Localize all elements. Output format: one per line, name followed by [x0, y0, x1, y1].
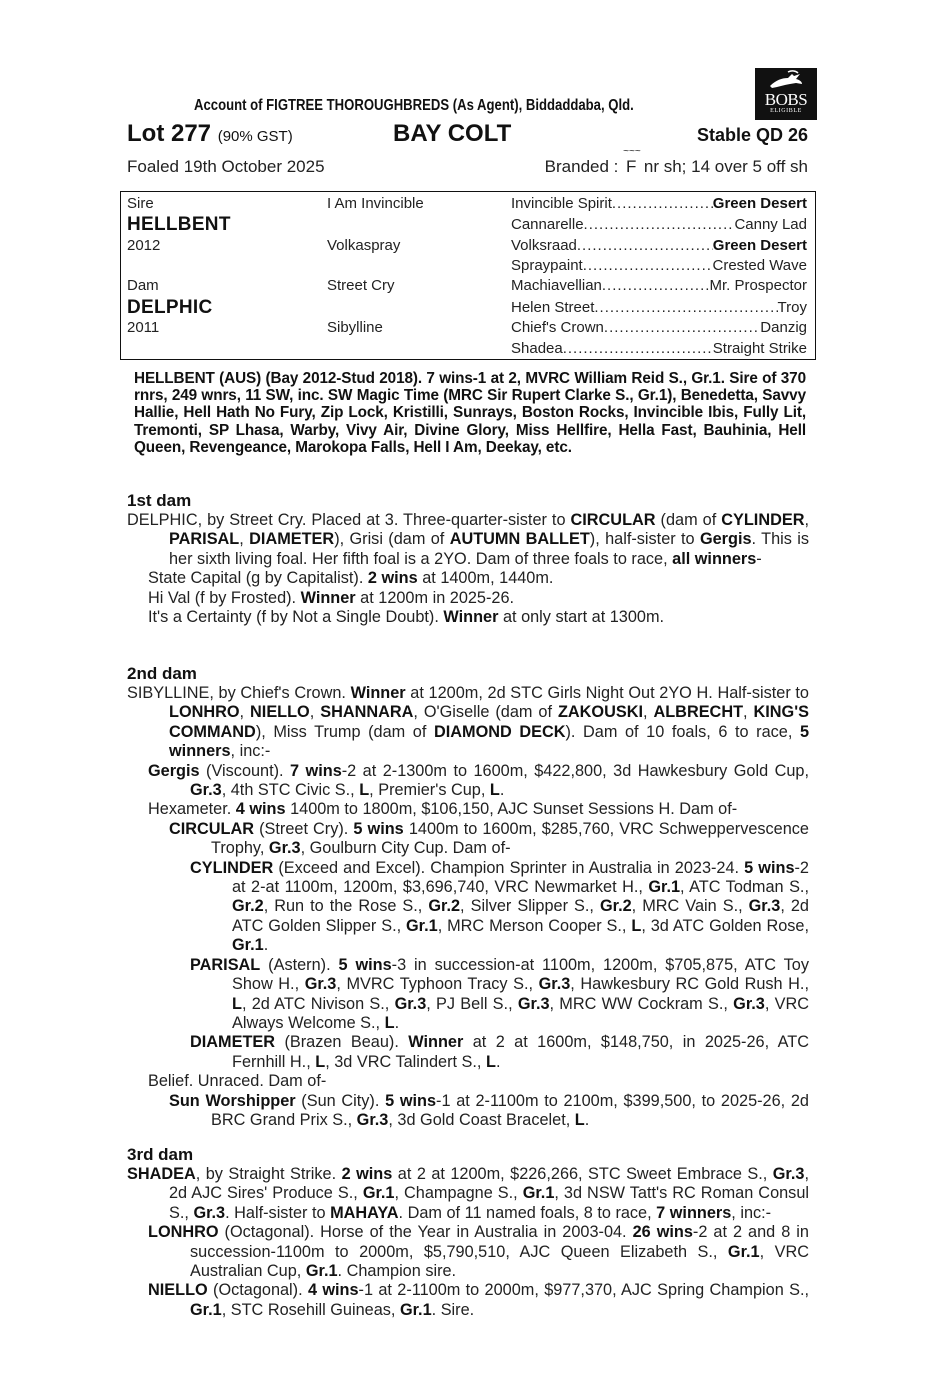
text: , 2d ATC Nivison S.,	[241, 994, 395, 1013]
sire-sire: I Am Invincible	[327, 195, 424, 212]
text: , 4th STC Civic S.,	[221, 781, 360, 800]
text: (Astern).	[260, 955, 339, 974]
sire-label: Sire	[127, 195, 154, 212]
bold-text: 5 wins	[338, 955, 392, 974]
gen3-name: Volksraad	[511, 237, 577, 254]
text: Hi Val (f by Frosted).	[148, 588, 301, 607]
bold-text: Gr.1	[406, 916, 438, 935]
bold-text: 5 winners	[169, 722, 809, 761]
horse-head-icon	[755, 68, 817, 92]
text: -	[756, 549, 762, 568]
pedigree-paragraph	[127, 820, 809, 859]
text: . Half-sister to	[225, 1203, 331, 1222]
text: .	[499, 781, 505, 800]
sire-name: HELLBENT	[127, 214, 231, 235]
text: at 2 at 1200m, $226,266, STC Sweet Embrace S.,	[392, 1165, 773, 1183]
bold-text: all winners	[672, 549, 757, 568]
pedigree-paragraph	[127, 569, 809, 588]
bobs-eligible-logo	[755, 68, 817, 120]
bold-text: 4 wins	[235, 800, 286, 819]
text: at 2 at 1600m, $148,750, in 2025-26, ATC Fernhill H.,	[232, 1033, 809, 1071]
bold-text: CIRCULAR	[169, 819, 255, 838]
gen3-name: Helen Street	[511, 299, 595, 316]
text: (Sun City).	[295, 1091, 386, 1110]
gen3-name: Machiavellian	[511, 277, 602, 294]
bold-text: AUTUMN BALLET	[449, 530, 590, 549]
dot-leader	[602, 277, 710, 294]
pedigree-paragraph	[127, 800, 809, 819]
text: ), Miss Trump (dam of	[255, 722, 434, 741]
sire-year: 2012	[127, 237, 161, 254]
text: SIBYLLINE, by Chief's Crown.	[127, 684, 351, 702]
section-heading: 2nd dam	[127, 664, 197, 683]
pedigree-paragraph	[127, 511, 809, 569]
text: , PJ Bell S.,	[426, 994, 518, 1013]
text: (dam of	[655, 511, 722, 529]
dot-leader	[583, 257, 713, 274]
text: , by Straight Strike.	[195, 1165, 342, 1183]
pedigree-paragraph	[127, 762, 809, 801]
bold-text: Gr.2	[599, 897, 632, 916]
text: (Octagonal).	[207, 1281, 308, 1300]
text: . Dam of 11 named foals, 8 to race,	[398, 1203, 657, 1222]
text: , Silver Slipper S.,	[460, 897, 600, 916]
text: ,	[309, 703, 321, 722]
foal-row	[127, 146, 808, 181]
bold-text: Winner	[350, 684, 406, 702]
foaled-date: Foaled 19th October 2025	[127, 157, 325, 176]
bold-text: LONHRO	[148, 1223, 219, 1242]
bold-text: PARISAL	[169, 530, 240, 549]
text: , MRC Merson Cooper S.,	[437, 916, 632, 935]
bold-text: Gr.3	[268, 839, 301, 858]
brand-mark-icon	[623, 146, 641, 177]
bold-text: 26 wins	[632, 1223, 693, 1242]
brand-crown: ~~~	[623, 146, 641, 157]
dot-leader	[604, 319, 760, 336]
dam-label: Dam	[127, 277, 159, 294]
bold-text: KING'S COMMAND	[169, 703, 809, 741]
text: -2 at 2-1300m to 1600m, $422,800, 3d Hawkesbury Gold Cup,	[341, 761, 809, 780]
section-3	[127, 1145, 809, 1320]
bold-text: Gergis	[148, 761, 200, 780]
text: ). Dam of 10 foals, 6 to race,	[565, 722, 800, 741]
bold-text: L	[489, 781, 500, 800]
bold-text: Gr.3	[733, 994, 765, 1013]
section-heading: 3rd dam	[127, 1145, 194, 1164]
bold-text: Sun Worshipper	[169, 1091, 296, 1110]
bold-text: Gr.1	[399, 1300, 432, 1319]
dot-leader	[612, 195, 713, 212]
bold-text: Gr.1	[727, 1242, 760, 1261]
text: , inc:-	[731, 1203, 772, 1222]
bold-text: Winner	[408, 1033, 464, 1052]
text: , 3d Gold Coast Bracelet,	[388, 1110, 575, 1129]
text: , 3d ATC Golden Rose,	[641, 916, 809, 935]
gen3-name: Shadea	[511, 340, 563, 357]
bold-text: Gr.3	[517, 994, 550, 1013]
dam-sire: Street Cry	[327, 277, 395, 294]
dot-leader	[563, 340, 713, 357]
gen3-sire: Troy	[777, 299, 807, 316]
text: , 3d NSW Tatt's RC Roman Consul S.,	[169, 1184, 809, 1222]
text: . This is her sixth living foal. Her fifth foal is a 2YO. Dam of three foals to race,	[169, 530, 809, 568]
text: -1 at 2-1100m to 2100m, $399,500, to 2025-26, 2d BRC Grand Prix S.,	[211, 1091, 809, 1129]
gen3-row	[511, 277, 807, 294]
gen3-name: Cannarelle	[511, 216, 584, 233]
bold-text: 2 wins	[341, 1165, 393, 1183]
text: 1400m to 1600m, $285,760, VRC Schweppervescence Trophy,	[211, 819, 809, 858]
pedigree-paragraph	[127, 956, 809, 1034]
pedigree-paragraph	[127, 1072, 809, 1091]
branded-detail: nr sh; 14 over 5 off sh	[643, 157, 808, 176]
lot-label: Lot 277	[127, 120, 212, 147]
text: .	[394, 1013, 400, 1032]
pedigree-paragraph	[127, 608, 809, 627]
dam-year: 2011	[127, 319, 160, 336]
text: .	[495, 1052, 501, 1071]
gen3-row	[511, 340, 807, 357]
lot-row	[127, 120, 808, 150]
gen3-name: Invincible Spirit	[511, 195, 612, 212]
text: .	[584, 1110, 590, 1129]
text: at 1400m, 1440m.	[417, 569, 554, 588]
gen3-sire: Crested Wave	[712, 257, 807, 274]
text: , VRC Always Welcome S.,	[232, 994, 809, 1032]
brand-letter: F	[625, 157, 637, 176]
brand-info	[544, 146, 808, 177]
bold-text: L	[485, 1052, 496, 1071]
text: , inc:-	[230, 742, 271, 761]
dam-name: DELPHIC	[127, 297, 213, 318]
bold-text: Gergis	[699, 530, 752, 549]
pedigree-table	[120, 191, 816, 360]
bold-text: DIAMOND DECK	[433, 722, 566, 741]
bold-text: Gr.3	[193, 1203, 226, 1222]
text: , 2d ATC Golden Slipper S.,	[232, 897, 809, 935]
gen3-sire: Green Desert	[712, 237, 807, 254]
text: , MRC Vain S.,	[631, 897, 749, 916]
dot-leader	[577, 237, 713, 254]
gst-note: (90% GST)	[217, 128, 293, 145]
bold-text: CYLINDER	[190, 858, 274, 877]
text: , 2d AJC Sires' Produce S.,	[169, 1165, 809, 1203]
text: 1400m to 1800m, $106,150, AJC Sunset Sessions H. Dam of-	[285, 800, 738, 819]
gen3-sire: Canny Lad	[734, 216, 807, 233]
bold-text: 2 wins	[367, 569, 418, 588]
text: , Premier's Cup,	[369, 781, 490, 800]
logo-line1: BOBS	[764, 90, 808, 109]
bold-text: DIAMETER	[249, 530, 335, 549]
text: ,	[239, 703, 251, 722]
text: ), half-sister to	[589, 530, 700, 549]
gen3-row	[511, 319, 807, 336]
text: (Brazen Beau).	[275, 1033, 409, 1052]
text: (Octagonal). Horse of the Year in Australia in 2003-04.	[218, 1223, 633, 1242]
text: . Sire.	[431, 1300, 475, 1319]
text: (Exceed and Excel). Champion Sprinter in Australia in 2023-24.	[273, 858, 745, 877]
pedigree-paragraph	[127, 1033, 809, 1072]
gen3-sire: Green Desert	[712, 195, 807, 212]
section-2	[127, 664, 809, 1130]
text: , Goulburn City Cup. Dam of-	[300, 839, 511, 858]
bold-text: 5 wins	[385, 1091, 437, 1110]
section-heading: 1st dam	[127, 491, 192, 510]
bold-text: ZAKOUSKI	[557, 703, 643, 722]
bold-text: SHADEA	[127, 1165, 196, 1183]
bold-text: Gr.3	[394, 994, 427, 1013]
sire-summary: HELLBENT (AUS) (Bay 2012-Stud 2018). 7 wins-1 at 2, MVRC William Reid S., Gr.1. Sire of 370 rnrs, 249 wnrs, 11 SW, inc. SW Magic Time (MRC Sir Rupert Clarke S., Gr.1), Benedetta, Savvy Hallie, Hell Hath No Fury, Zip Lock, Kristilli, Sunrays, Boston Rocks, Invincible Ibis, Fully Lit, Tremonti, SP Lhasa, Warby, Vivy Air, Divine Glory, Miss Hellfire, Hella Fast, Bauhinia, Hell Queen, Revengeance, Marokopa Falls, Hell I Am, Deekay, etc.	[134, 370, 806, 456]
bold-text: Gr.3	[772, 1165, 805, 1183]
bold-text: 5 wins	[353, 819, 404, 838]
bold-text: L	[384, 1013, 395, 1032]
bold-text: SHANNARA	[320, 703, 414, 722]
bold-text: Gr.2	[428, 897, 461, 916]
text: , STC Rosehill Guineas,	[221, 1300, 400, 1319]
text: , MRC WW Cockram S.,	[549, 994, 734, 1013]
text: at only start at 1300m.	[498, 608, 665, 627]
pedigree-paragraph	[127, 1092, 809, 1131]
bold-text: Gr.1	[522, 1184, 555, 1203]
text: -3 in succession-at 1100m, 1200m, $705,875, ATC Toy Show H.,	[232, 955, 809, 994]
bold-text: L	[232, 994, 242, 1013]
vendor-account: Account of FIGTREE THOROUGHBREDS (As Agent), Biddaddaba, Qld.	[194, 97, 634, 114]
bold-text: Gr.3	[304, 975, 337, 994]
bold-text: 7 wins	[290, 761, 342, 780]
bold-text: DIAMETER	[190, 1033, 276, 1052]
text: at 1200m in 2025-26.	[355, 588, 515, 607]
text: Hexameter.	[148, 800, 236, 819]
bold-text: 5 wins	[744, 858, 795, 877]
text: ,	[743, 703, 754, 722]
gen3-sire: Mr. Prospector	[709, 277, 807, 294]
pedigree-paragraph	[127, 589, 809, 608]
bold-text: CIRCULAR	[570, 511, 656, 529]
bold-text: Gr.1	[305, 1262, 338, 1281]
bold-text: Gr.3	[538, 975, 571, 994]
text: , O'Giselle (dam of	[413, 703, 558, 722]
text: (Street Cry).	[254, 819, 354, 838]
text: ,	[804, 511, 809, 529]
pedigree-paragraph	[127, 859, 809, 956]
bold-text: NIELLO	[250, 703, 310, 722]
gen3-name: Spraypaint	[511, 257, 583, 274]
bold-text: 4 wins	[307, 1281, 359, 1300]
gen3-row	[511, 299, 807, 316]
bold-text: 7 winners	[656, 1203, 732, 1222]
branded-label: Branded :	[544, 157, 619, 176]
text: , MVRC Typhoon Tracy S.,	[336, 975, 539, 994]
gen3-row	[511, 216, 807, 233]
gen3-row	[511, 237, 807, 254]
dam-dam: Sibylline	[327, 319, 383, 336]
pedigree-paragraph	[127, 1165, 809, 1223]
text: , Champagne S.,	[394, 1184, 523, 1203]
text: , Hawkesbury RC Gold Rush H.,	[570, 975, 809, 994]
dot-leader	[584, 216, 735, 233]
gen3-sire: Danzig	[760, 319, 807, 336]
logo-line2: ELIGIBLE	[770, 108, 802, 114]
bold-text: L	[631, 916, 642, 935]
text: , ATC Todman S.,	[680, 878, 809, 897]
text: ), Grisi (dam of	[334, 530, 450, 549]
bold-text: Gr.1	[362, 1184, 395, 1203]
bold-text: Winner	[300, 588, 356, 607]
text: State Capital (g by Capitalist).	[148, 569, 368, 588]
bold-text: L	[359, 781, 370, 800]
pedigree-paragraph	[127, 684, 809, 762]
stable-number: Stable QD 26	[696, 125, 808, 145]
text: , 3d VRC Talindert S.,	[325, 1052, 486, 1071]
bold-text: ALBRECHT	[653, 703, 744, 722]
bold-text: MAHAYA	[330, 1203, 399, 1222]
text: -2 at 2-at 1100m, 1200m, $3,696,740, VRC Newmarket H.,	[232, 858, 809, 897]
gen3-name: Chief's Crown	[511, 319, 604, 336]
gen3-row	[511, 195, 807, 212]
text: ,	[239, 530, 250, 549]
bold-text: Gr.1	[190, 1300, 222, 1319]
bold-text: NIELLO	[148, 1281, 208, 1300]
bold-text: L	[574, 1110, 585, 1129]
text: -1 at 2-1100m to 2000m, $977,370, AJC Spring Champion S.,	[358, 1281, 809, 1300]
bold-text: LONHRO	[169, 703, 240, 722]
text: ,	[643, 703, 654, 722]
bold-text: PARISAL	[190, 955, 261, 974]
gen3-sire: Straight Strike	[712, 340, 807, 357]
bold-text: Gr.1	[648, 878, 681, 897]
bold-text: CYLINDER	[721, 511, 805, 529]
section-1	[127, 491, 809, 627]
bold-text: Gr.3	[356, 1110, 389, 1129]
text: . Champion sire.	[337, 1262, 457, 1281]
gen3-row	[511, 257, 807, 274]
text: (Viscount).	[199, 761, 291, 780]
text: It's a Certainty (f by Not a Single Doubt).	[148, 608, 444, 627]
bold-text: Gr.3	[748, 897, 781, 916]
bold-text: Gr.1	[232, 936, 264, 955]
bold-text: Gr.2	[232, 897, 264, 916]
pedigree-paragraph	[127, 1281, 809, 1320]
text: , Run to the Rose S.,	[263, 897, 429, 916]
text: DELPHIC, by Street Cry. Placed at 3. Three-quarter-sister to	[127, 511, 571, 529]
text: -2 at 2 and 8 in succession-1100m to 2000m, $5,790,510, AJC Queen Elizabeth S.,	[190, 1223, 809, 1261]
text: Belief. Unraced. Dam of-	[148, 1072, 327, 1091]
bold-text: Winner	[443, 608, 499, 627]
lot-number	[127, 120, 293, 148]
text: at 1200m, 2d STC Girls Night Out 2YO H. Half-sister to	[405, 684, 809, 702]
text: .	[263, 936, 269, 955]
text: , VRC Australian Cup,	[190, 1242, 809, 1281]
pedigree-paragraph	[127, 1223, 809, 1281]
dot-leader	[594, 299, 777, 316]
bold-text: L	[315, 1052, 326, 1071]
sex-colour: BAY COLT	[393, 120, 512, 147]
sire-dam: Volkaspray	[327, 237, 401, 254]
bold-text: Gr.3	[190, 781, 222, 800]
